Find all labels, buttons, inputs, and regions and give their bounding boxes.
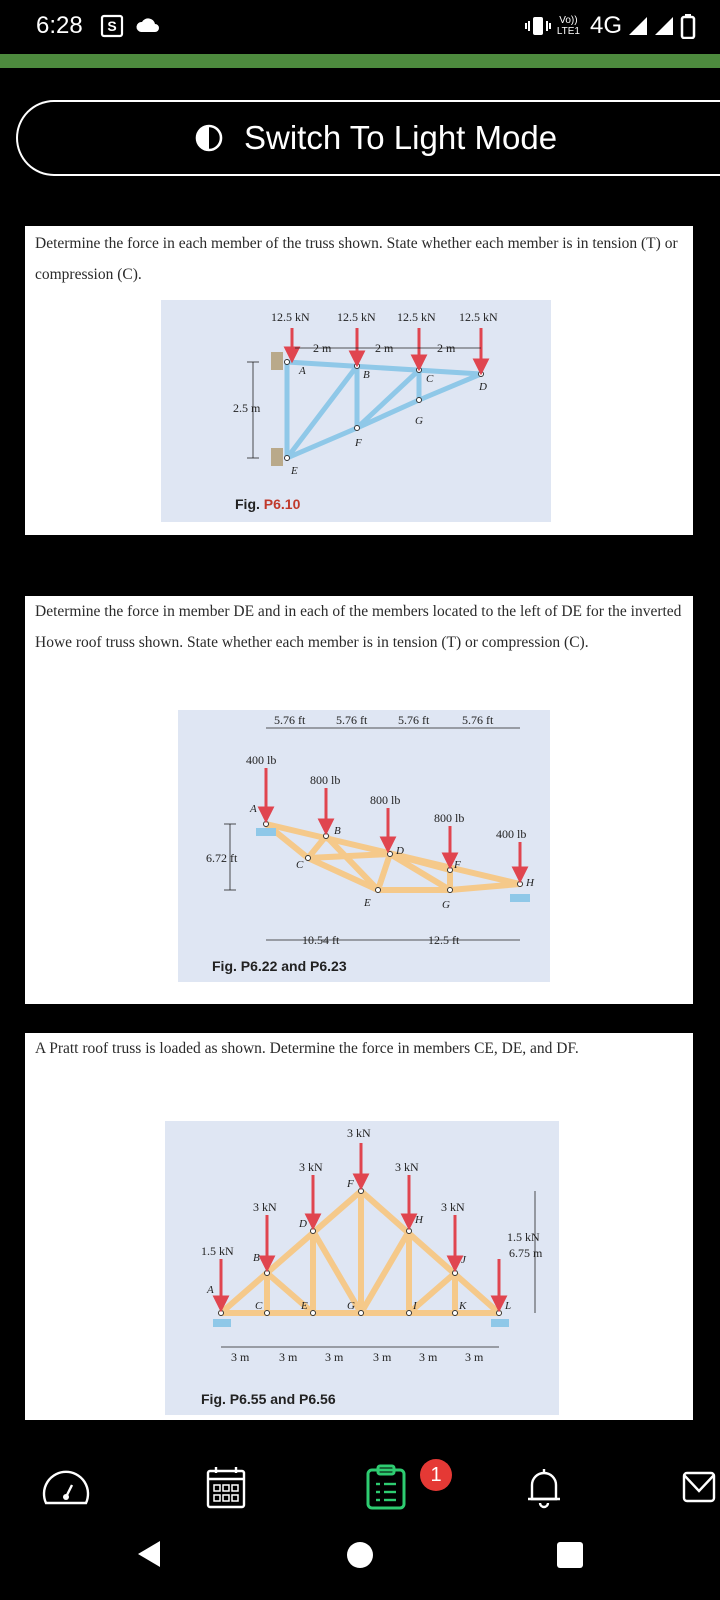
load-label: 800 lb — [310, 773, 341, 787]
question-text: Determine the force in each member of the truss shown. State whether each member is in tension (T) or compression (C). — [35, 235, 678, 283]
node-label: D — [396, 845, 404, 857]
load-label: 12.5 kN — [271, 310, 310, 324]
figure-caption: Fig. P6.55 and P6.56 — [201, 1391, 336, 1407]
truss-diagram — [165, 1121, 559, 1415]
height-label: 6.72 ft — [206, 851, 238, 865]
node-label: F — [347, 1178, 354, 1190]
home-button[interactable] — [346, 1541, 374, 1569]
node-label: A — [299, 365, 306, 377]
mail-icon — [680, 1469, 716, 1505]
question-card — [25, 226, 693, 535]
question-text: A Pratt roof truss is loaded as shown. Determine the force in members CE, DE, and DF. — [35, 1040, 579, 1057]
clipboard-icon — [366, 1464, 406, 1510]
load-label: 12.5 kN — [459, 310, 498, 324]
load-label: 3 kN — [441, 1200, 465, 1214]
node-label: E — [301, 1300, 308, 1312]
speedometer-icon — [40, 1467, 92, 1507]
truss-figure — [165, 1121, 559, 1415]
load-label: 1.5 kN — [201, 1244, 234, 1258]
node-label: F — [454, 859, 461, 871]
node-label: C — [255, 1300, 263, 1312]
node-label: I — [413, 1300, 417, 1312]
spacing-label: 5.76 ft — [462, 713, 494, 727]
calendar-icon — [206, 1465, 246, 1509]
nav-assignments[interactable] — [356, 1455, 416, 1519]
figure-caption: Fig. P6.22 and P6.23 — [212, 958, 347, 974]
node-label: B — [363, 369, 370, 381]
load-label: 12.5 kN — [337, 310, 376, 324]
spacing-label: 2 m — [375, 341, 394, 355]
figure-caption: Fig. P6.10 — [235, 496, 301, 512]
nav-messages[interactable] — [676, 1455, 720, 1519]
node-label: L — [505, 1300, 512, 1312]
load-label: 3 kN — [253, 1200, 277, 1214]
height-label: 6.75 m — [509, 1246, 543, 1260]
node-label: E — [364, 897, 371, 909]
spacing-label: 5.76 ft — [274, 713, 306, 727]
dimension-label: 12.5 ft — [428, 933, 460, 947]
spacing-label: 3 m — [465, 1350, 484, 1364]
node-label: B — [253, 1252, 260, 1264]
node-label: C — [426, 373, 434, 385]
half-circle-icon — [194, 123, 224, 153]
nav-calendar[interactable] — [196, 1455, 256, 1519]
load-label: 400 lb — [496, 827, 527, 841]
node-label: F — [355, 437, 362, 449]
battery-icon — [680, 13, 696, 39]
status-bar — [0, 0, 720, 54]
volte-indicator: Vo)) LTE1 — [556, 15, 580, 37]
network-type: 4G — [589, 12, 622, 39]
node-label: H — [415, 1214, 423, 1226]
spacing-label: 3 m — [279, 1350, 298, 1364]
dimension-label: 10.54 ft — [302, 933, 340, 947]
node-label: J — [461, 1254, 466, 1266]
svg-text:S: S — [107, 18, 117, 34]
load-label: 12.5 kN — [397, 310, 436, 324]
spacing-label: 2 m — [313, 341, 332, 355]
spacing-label: 3 m — [419, 1350, 438, 1364]
spacing-label: 3 m — [373, 1350, 392, 1364]
load-label: 3 kN — [395, 1160, 419, 1174]
node-label: G — [442, 899, 450, 911]
load-label: 1.5 kN — [507, 1230, 540, 1244]
node-label: K — [459, 1300, 467, 1312]
node-label: H — [526, 877, 534, 889]
status-time: 6:28 — [36, 12, 83, 39]
recents-button[interactable] — [556, 1541, 584, 1569]
load-label: 3 kN — [299, 1160, 323, 1174]
spacing-label: 5.76 ft — [336, 713, 368, 727]
signal-icon-2 — [654, 16, 674, 36]
cloud-icon — [134, 14, 162, 38]
system-nav-bar — [0, 1519, 720, 1600]
spacing-label: 5.76 ft — [398, 713, 430, 727]
question-card — [25, 596, 693, 1004]
node-label: E — [291, 465, 298, 477]
node-label: B — [334, 825, 341, 837]
node-label: G — [415, 415, 423, 427]
node-label: A — [207, 1284, 214, 1296]
truss-diagram — [178, 710, 550, 982]
spacing-label: 3 m — [231, 1350, 250, 1364]
question-text: Determine the force in member DE and in each of the members located to the left of DE for the inverted Howe roof truss shown. State whether each member is in tension (T) or compression (C). — [35, 603, 682, 651]
light-mode-toggle[interactable] — [16, 100, 720, 176]
back-button[interactable] — [136, 1539, 162, 1569]
spacing-label: 2 m — [437, 341, 456, 355]
load-label: 3 kN — [347, 1126, 371, 1140]
load-label: 400 lb — [246, 753, 277, 767]
nav-notifications[interactable] — [514, 1455, 574, 1519]
node-label: C — [296, 859, 304, 871]
notification-badge: 1 — [420, 1459, 452, 1491]
nav-dashboard[interactable] — [36, 1455, 96, 1519]
truss-figure — [161, 300, 551, 522]
node-label: D — [479, 381, 487, 393]
light-mode-label: Switch To Light Mode — [244, 119, 558, 156]
spacing-label: 3 m — [325, 1350, 344, 1364]
screenshot-s-icon — [100, 14, 124, 38]
question-card — [25, 1033, 693, 1420]
node-label: D — [299, 1218, 307, 1230]
height-label: 2.5 m — [233, 401, 261, 415]
truss-diagram — [161, 300, 551, 522]
app-header-band — [0, 54, 720, 68]
load-label: 800 lb — [370, 793, 401, 807]
bell-icon — [524, 1465, 564, 1509]
node-label: A — [250, 803, 257, 815]
truss-figure — [178, 710, 550, 982]
bottom-nav — [0, 1455, 720, 1519]
vibrate-icon — [525, 14, 551, 38]
signal-icon — [628, 16, 648, 36]
node-label: G — [347, 1300, 355, 1312]
load-label: 800 lb — [434, 811, 465, 825]
